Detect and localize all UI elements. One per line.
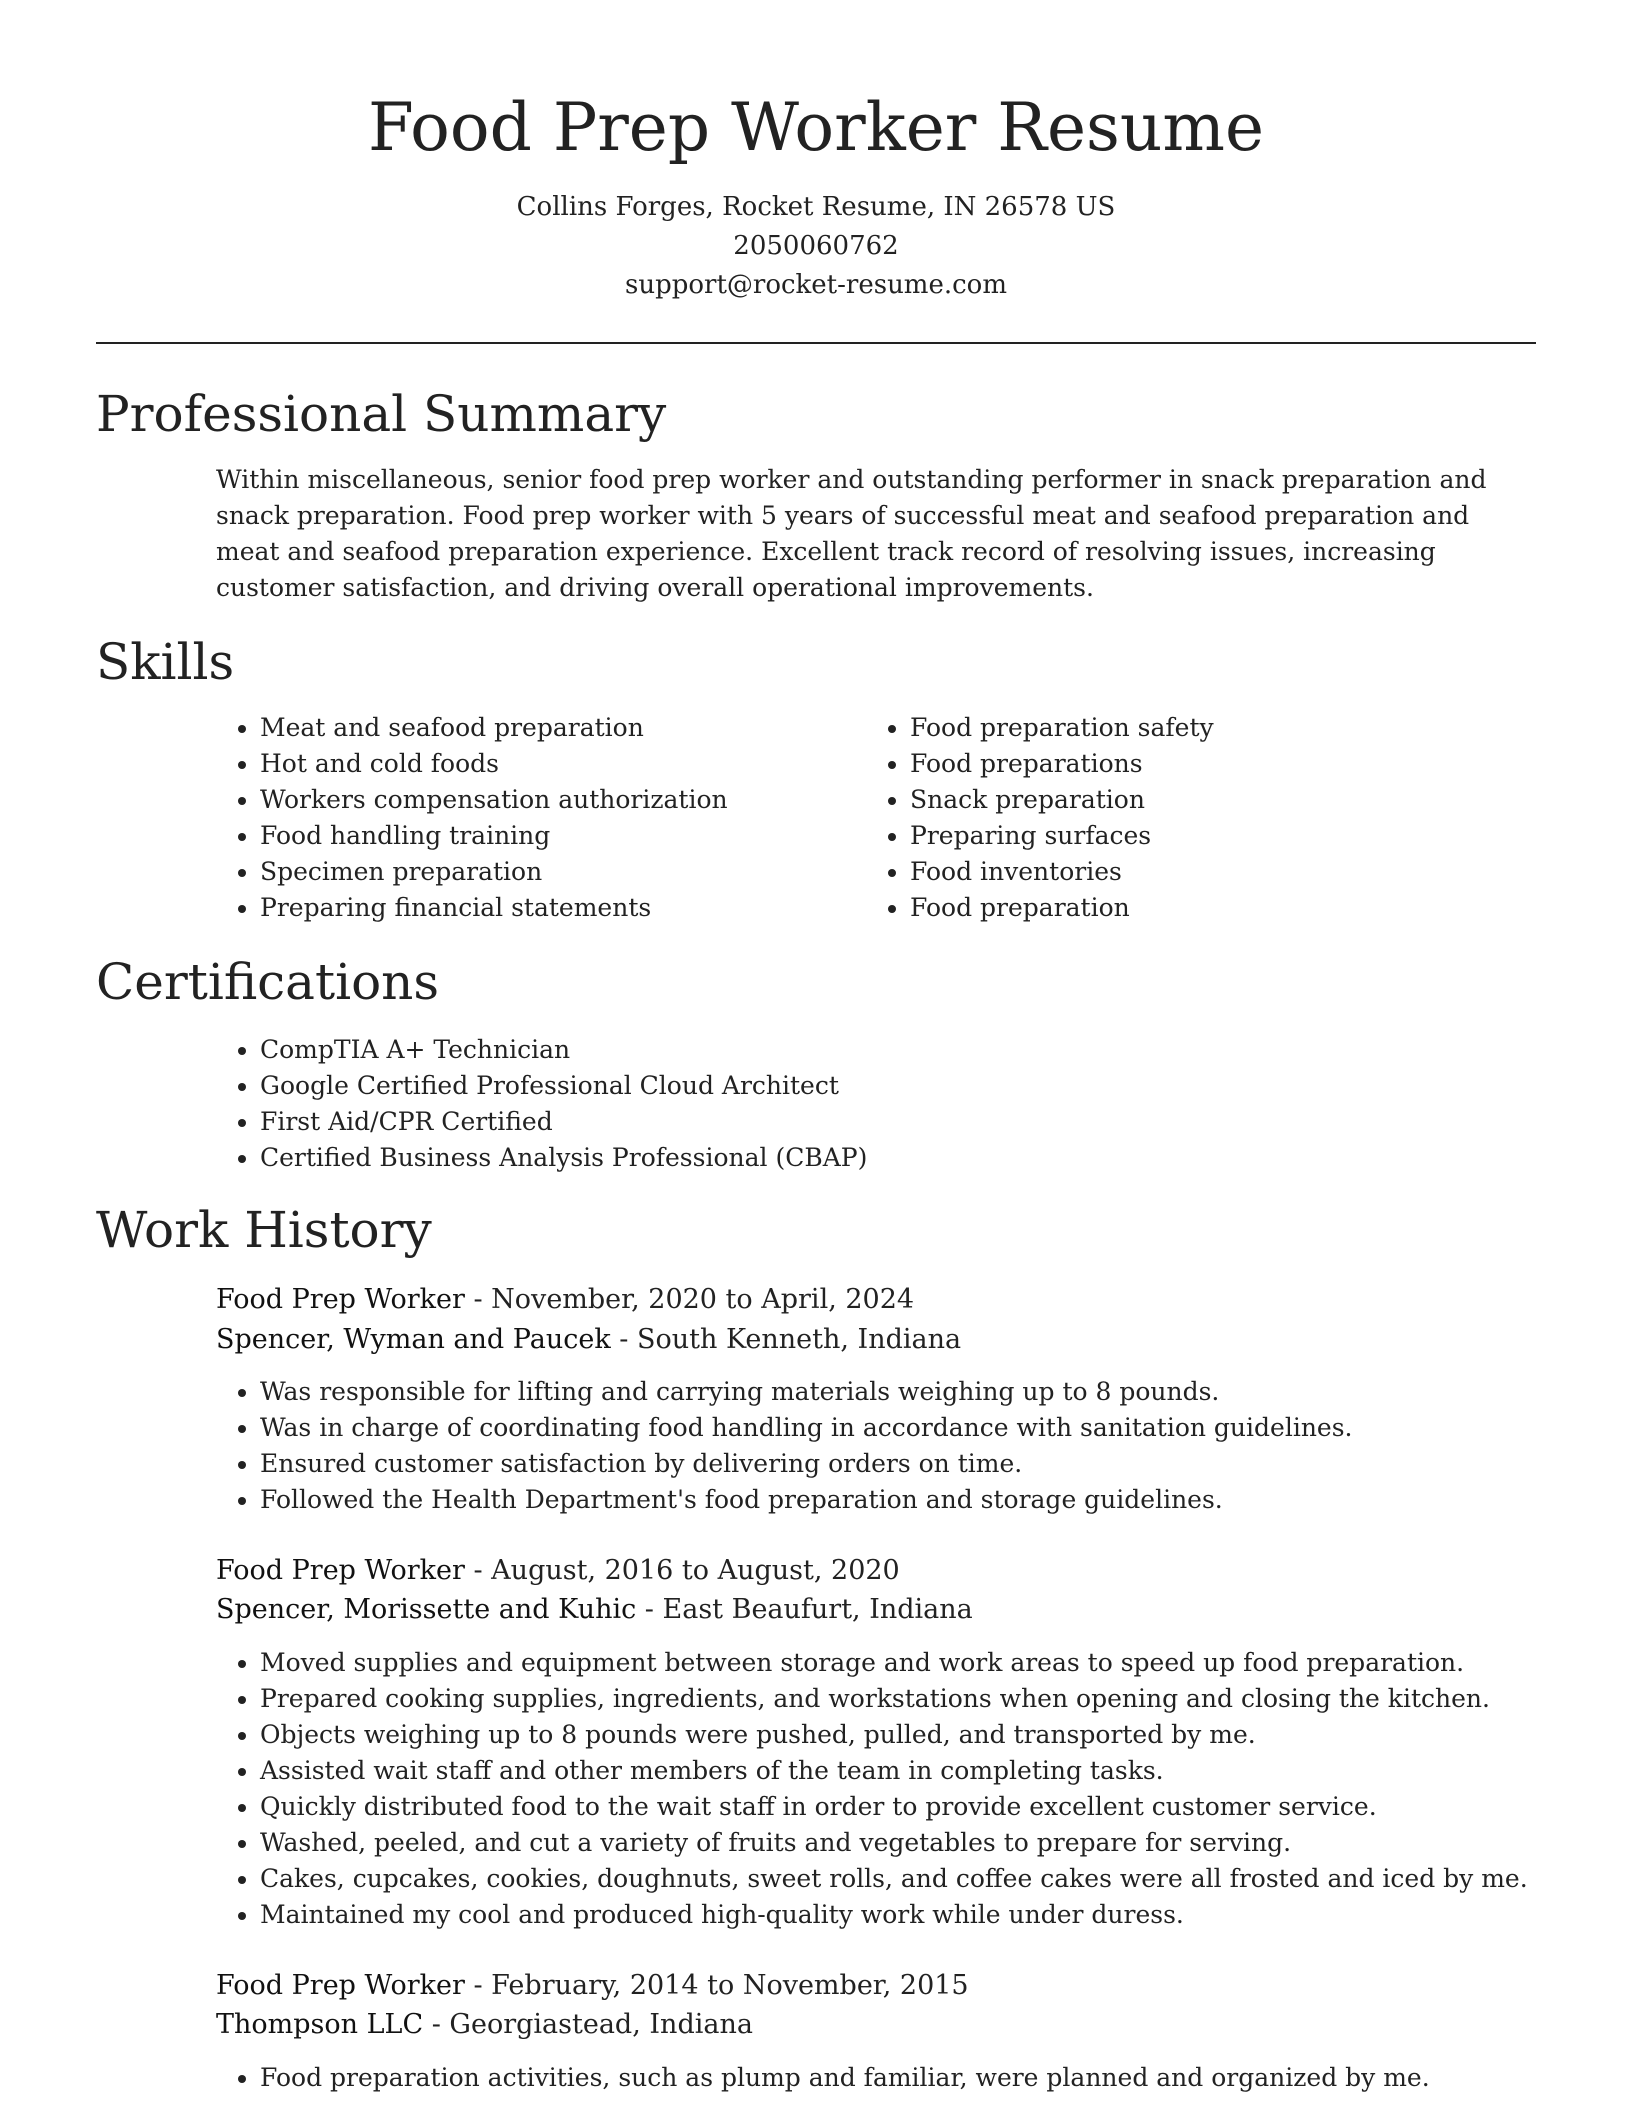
job-bullet: • Cakes, cupcakes, cookies, doughnuts, sweet rolls, and coffee cakes were all frosted and iced by me. <box>260 1861 1600 1897</box>
skill-item: • Snack preparation <box>910 782 1470 818</box>
job-company: Thompson LLC <box>216 2009 424 2040</box>
certifications-heading: Certifications <box>96 953 440 1011</box>
resume-header <box>0 0 1632 305</box>
contact-email: support@rocket-resume.com <box>624 270 1007 300</box>
job-bullet: • Followed the Health Department's food preparation and storage guidelines. <box>260 1482 1560 1518</box>
header-divider <box>96 342 1536 344</box>
skill-item: • Preparing surfaces <box>910 818 1470 854</box>
skill-item: • Meat and seafood preparation <box>260 710 820 746</box>
job-bullets <box>216 1374 1560 1518</box>
job-bullets <box>216 2060 1560 2096</box>
job-bullet: • Was responsible for lifting and carrying materials weighing up to 8 pounds. <box>260 1374 1560 1410</box>
skill-item: • Food inventories <box>910 854 1470 890</box>
job-company: Spencer, Morissette and Kuhic <box>216 1594 637 1625</box>
contact-block <box>0 188 1632 305</box>
job-bullet: • Prepared cooking supplies, ingredients, and workstations when opening and closing the kitchen. <box>260 1681 1600 1717</box>
resume-title: Food Prep Worker Resume <box>367 89 1265 166</box>
job-bullet: • Assisted wait staff and other members of the team in completing tasks. <box>260 1753 1600 1789</box>
job-location: - Georgiastead, Indiana <box>423 2009 753 2040</box>
job-title: Food Prep Worker <box>216 1284 465 1315</box>
work-history-heading: Work History <box>96 1201 432 1259</box>
skill-item: • Hot and cold foods <box>260 746 820 782</box>
skill-item: • Food preparations <box>910 746 1470 782</box>
skills-heading: Skills <box>96 633 235 691</box>
certification-item: • Certified Business Analysis Professional (CBAP) <box>260 1140 1460 1176</box>
skill-item: • Workers compensation authorization <box>260 782 820 818</box>
job-title: Food Prep Worker <box>216 1555 465 1586</box>
job-dates: - August, 2016 to August, 2020 <box>464 1555 900 1586</box>
contact-phone: 2050060762 <box>733 231 899 261</box>
skill-item: • Food preparation safety <box>910 710 1470 746</box>
certification-item: • Google Certified Professional Cloud Architect <box>260 1068 1460 1104</box>
job-company-line <box>216 1320 961 1360</box>
job-title: Food Prep Worker <box>216 1970 465 2001</box>
contact-address: Collins Forges, Rocket Resume, IN 26578 US <box>516 192 1116 222</box>
certification-item: • First Aid/CPR Certified <box>260 1104 1460 1140</box>
certification-item: • CompTIA A+ Technician <box>260 1032 1460 1068</box>
job-bullet: • Moved supplies and equipment between storage and work areas to speed up food preparation. <box>260 1645 1600 1681</box>
skill-item: • Food handling training <box>260 818 820 854</box>
job-dates: - February, 2014 to November, 2015 <box>464 1970 969 2001</box>
job-bullet: • Quickly distributed food to the wait staff in order to provide excellent customer service. <box>260 1789 1600 1825</box>
skills-list-right <box>866 710 1470 926</box>
job-bullet: • Washed, peeled, and cut a variety of fruits and vegetables to prepare for serving. <box>260 1825 1600 1861</box>
job-company: Spencer, Wyman and Paucek <box>216 1324 611 1355</box>
job-bullets <box>216 1645 1600 1933</box>
skill-item: • Food preparation <box>910 890 1470 926</box>
skill-item: • Specimen preparation <box>260 854 820 890</box>
job-company-line <box>216 1590 973 1630</box>
job-title-line <box>216 1280 914 1320</box>
job-bullet: • Food preparation activities, such as plump and familiar, were planned and organized by me. <box>260 2060 1560 2096</box>
job-location: - South Kenneth, Indiana <box>610 1324 962 1355</box>
summary-heading: Professional Summary <box>96 385 667 443</box>
skills-list-left <box>216 710 820 926</box>
job-bullet: • Objects weighing up to 8 pounds were pushed, pulled, and transported by me. <box>260 1717 1600 1753</box>
job-title-line <box>216 1966 969 2006</box>
certifications-list <box>216 1032 1460 1176</box>
summary-text: Within miscellaneous, senior food prep worker and outstanding performer in snack preparation and snack preparation. Food prep worker with 5 years of successful meat and seafood preparation and meat and seafood preparation experience. Excellent track record of resolving issues, increasing customer satisfaction, and driving overall operational improvements. <box>216 465 1487 602</box>
job-title-line <box>216 1551 900 1591</box>
skill-item: • Preparing financial statements <box>260 890 820 926</box>
job-company-line <box>216 2005 753 2045</box>
job-dates: - November, 2020 to April, 2024 <box>464 1284 915 1315</box>
job-location: - East Beaufurt, Indiana <box>636 1594 973 1625</box>
job-bullet: • Ensured customer satisfaction by delivering orders on time. <box>260 1446 1560 1482</box>
job-bullet: • Was in charge of coordinating food handling in accordance with sanitation guidelines. <box>260 1410 1560 1446</box>
job-bullet: • Maintained my cool and produced high-quality work while under duress. <box>260 1897 1600 1933</box>
